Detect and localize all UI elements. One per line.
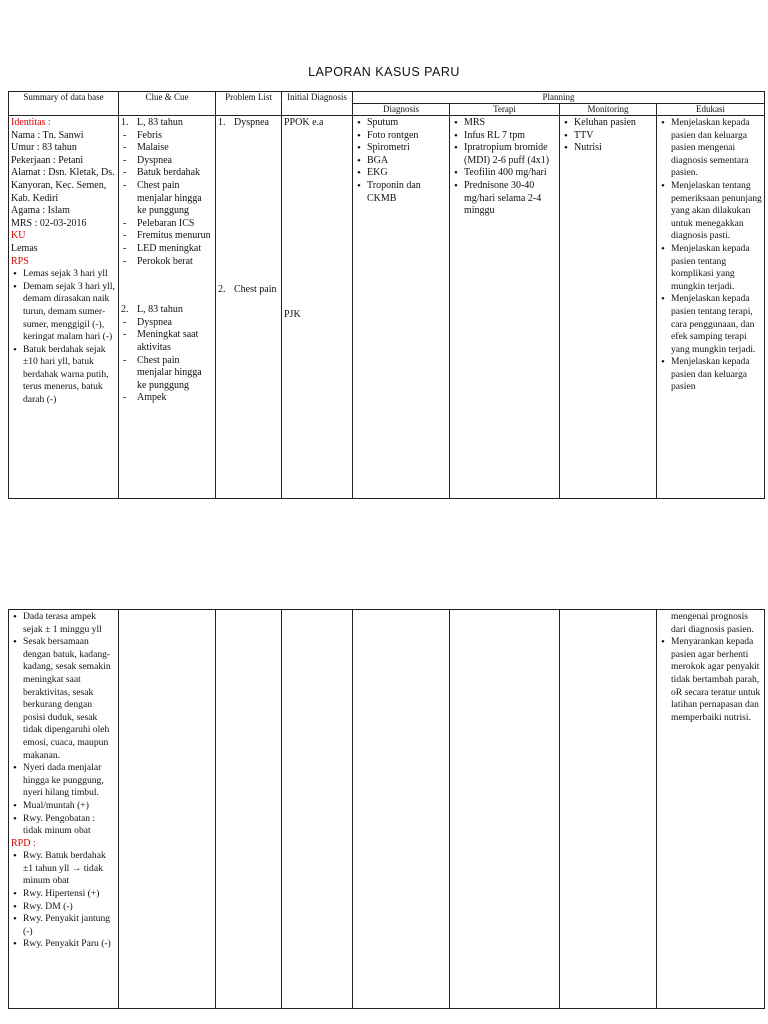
header-planning: Planning [353, 92, 765, 104]
clue-cue-cell-continued [119, 610, 216, 1009]
clue-group-number: 1. [121, 117, 129, 128]
clue-item: - Febris [137, 130, 213, 143]
initial-diagnosis-item: PJK [284, 308, 301, 320]
monitoring-item: • Nutrisi [574, 142, 654, 155]
terapi-cell-continued [450, 610, 560, 1009]
terapi-item: • Prednisone 30-40 mg/hari selama 2-4 minggu [464, 180, 557, 218]
clue-item: - Dyspnea [137, 155, 213, 168]
edukasi-continuation: mengenai prognosis dari diagnosis pasien. [671, 611, 754, 635]
case-table-page-2 [8, 609, 765, 1009]
edukasi-item: • Menyarankan kepada pasien agar berhenti merokok agar penyakit tidak bertambah parah, oR secara teratur untuk latihan pernapasan dan memperbaiki nutrisi. [671, 636, 762, 724]
terapi-item: • Infus RL 7 tpm [464, 130, 557, 143]
rps-label: RPS [11, 255, 29, 267]
identitas-line: MRS : 02-03-2016 [11, 217, 87, 229]
summary-cell [9, 116, 119, 499]
initial-diagnosis-cell-continued [282, 610, 353, 1009]
rps-item: • Dada terasa ampek sejak ± 1 minggu yll [23, 611, 116, 636]
clue-item: - Fremitus menurun [137, 230, 213, 243]
rpd-item: • Rwy. Penyakit Paru (-) [23, 938, 116, 951]
rps-item: • Nyeri dada menjalar hingga ke punggung, nyeri hilang timbul. [23, 762, 116, 800]
clue-item: - Chest pain menjalar hingga ke punggung [137, 180, 213, 218]
header-edukasi: Edukasi [657, 104, 765, 116]
rpd-item: • Rwy. Penyakit jantung (-) [23, 913, 116, 938]
clue-item: - Meningkat saat aktivitas [137, 329, 213, 354]
clue-item: - LED meningkat [137, 243, 213, 256]
clue-group-head: L, 83 tahun [137, 117, 183, 128]
page-title: LAPORAN KASUS PARU [308, 65, 460, 79]
monitoring-item: • Keluhan pasien [574, 117, 654, 130]
diagnosis-cell-continued [353, 610, 450, 1009]
terapi-item: • Ipratropium bromide (MDI) 2-6 puff (4x1) [464, 142, 557, 167]
rps-item: • Batuk berdahak sejak ±10 hari yll, batuk berdahak warna putih, terus menerus, batuk darah (-) [23, 344, 116, 407]
clue-item: - Malaise [137, 142, 213, 155]
diagnosis-item: • Foto rontgen [367, 130, 447, 143]
diagnosis-item: • EKG [367, 167, 447, 180]
clue-group-head: L, 83 tahun [137, 304, 183, 316]
edukasi-item: • Menjelaskan kepada pasien tentang terapi, cara penggunaan, dan efek samping terapi yang mungkin terjadi. [671, 293, 762, 356]
problem-list-cell [216, 116, 282, 499]
identitas-line: Nama : Tn. Sanwi [11, 129, 84, 141]
rps-item: • Rwy. Pengobatan : tidak minum obat [23, 813, 116, 838]
clue-item: - Pelebaran ICS [137, 218, 213, 231]
header-monitoring: Monitoring [560, 104, 657, 116]
problem-number: 1. [218, 117, 226, 128]
edukasi-item: • Menjelaskan kepada pasien dan keluarga pasien mengenai diagnosis sementara pasien. [671, 117, 762, 180]
clue-group-number: 2. [121, 304, 129, 316]
problem-label: Chest pain [234, 283, 277, 295]
rps-item: • Sesak bersamaan dengan batuk, kadang-kadang, sesak semakin meningkat saat beraktivitas, sesak berkurang dengan posisi duduk, sesak tidak dipengaruhi oleh emosi, cuaca, maupun makanan. [23, 636, 116, 762]
problem-list-cell-continued [216, 610, 282, 1009]
ku-value: Lemas [11, 242, 38, 254]
identitas-line: Umur : 83 tahun [11, 142, 77, 154]
diagnosis-cell [353, 116, 450, 499]
monitoring-cell-continued [560, 610, 657, 1009]
case-table-page-1 [8, 91, 765, 499]
clue-item: - Dyspnea [137, 317, 213, 330]
header-initial-diagnosis: Initial Diagnosis [282, 92, 353, 116]
clue-item: - Ampek [137, 392, 213, 405]
diagnosis-item: • Troponin dan CKMB [367, 180, 447, 205]
header-diagnosis: Diagnosis [353, 104, 450, 116]
identitas-label: Identitas : [11, 117, 51, 128]
problem-label: Dyspnea [234, 117, 269, 128]
clue-item: - Batuk berdahak [137, 167, 213, 180]
diagnosis-item: • Spirometri [367, 142, 447, 155]
monitoring-cell [560, 116, 657, 499]
rps-item: • Demam sejak 3 hari yll, demam dirasakan naik turun, demam sumer-sumer, menggigil (-), keringat malam hari (-) [23, 281, 116, 344]
clue-item: - Perokok berat [137, 256, 213, 269]
rps-item: • Lemas sejak 3 hari yll [23, 268, 116, 281]
rpd-label: RPD : [11, 837, 36, 849]
header-summary: Summary of data base [9, 92, 119, 116]
identitas-line: Agama : Islam [11, 205, 70, 217]
edukasi-item: • Menjelaskan tentang pemeriksaan penunjang yang akan dilakukan untuk menegakkan diagnosis pasti. [671, 180, 762, 243]
terapi-cell [450, 116, 560, 499]
identitas-line: Alamat : Dsn. Kletak, Ds. Kanyoran, Kec. Semen, Kab. Kediri [11, 167, 115, 204]
header-terapi: Terapi [450, 104, 560, 116]
monitoring-item: • TTV [574, 130, 654, 143]
identitas-line: Pekerjaan : Petani [11, 154, 84, 166]
rps-item: • Mual/muntah (+) [23, 800, 116, 813]
initial-diagnosis-item: PPOK e.a [284, 117, 324, 128]
diagnosis-item: • BGA [367, 155, 447, 168]
rpd-item: • Rwy. DM (-) [23, 901, 116, 914]
problem-number: 2. [218, 283, 226, 295]
edukasi-item: • Menjelaskan kepada pasien tentang komplikasi yang mungkin terjadi. [671, 243, 762, 293]
terapi-item: • MRS [464, 117, 557, 130]
diagnosis-item: • Sputum [367, 117, 447, 130]
rpd-item: • Rwy. Batuk berdahak ±1 tahun yll → tidak minum obat [23, 850, 116, 888]
ku-label: KU [11, 230, 26, 242]
edukasi-item: • Menjelaskan kepada pasien dan keluarga pasien [671, 356, 762, 394]
summary-cell-continued [9, 610, 119, 1009]
edukasi-cell-continued [657, 610, 765, 1009]
terapi-item: • Teofilin 400 mg/hari [464, 167, 557, 180]
rpd-item: • Rwy. Hipertensi (+) [23, 888, 116, 901]
header-problem-list: Problem List [216, 92, 282, 116]
clue-item: - Chest pain menjalar hingga ke punggung [137, 355, 213, 393]
header-clue-cue: Clue & Cue [119, 92, 216, 116]
edukasi-cell [657, 116, 765, 499]
clue-cue-cell [119, 116, 216, 499]
initial-diagnosis-cell [282, 116, 353, 499]
